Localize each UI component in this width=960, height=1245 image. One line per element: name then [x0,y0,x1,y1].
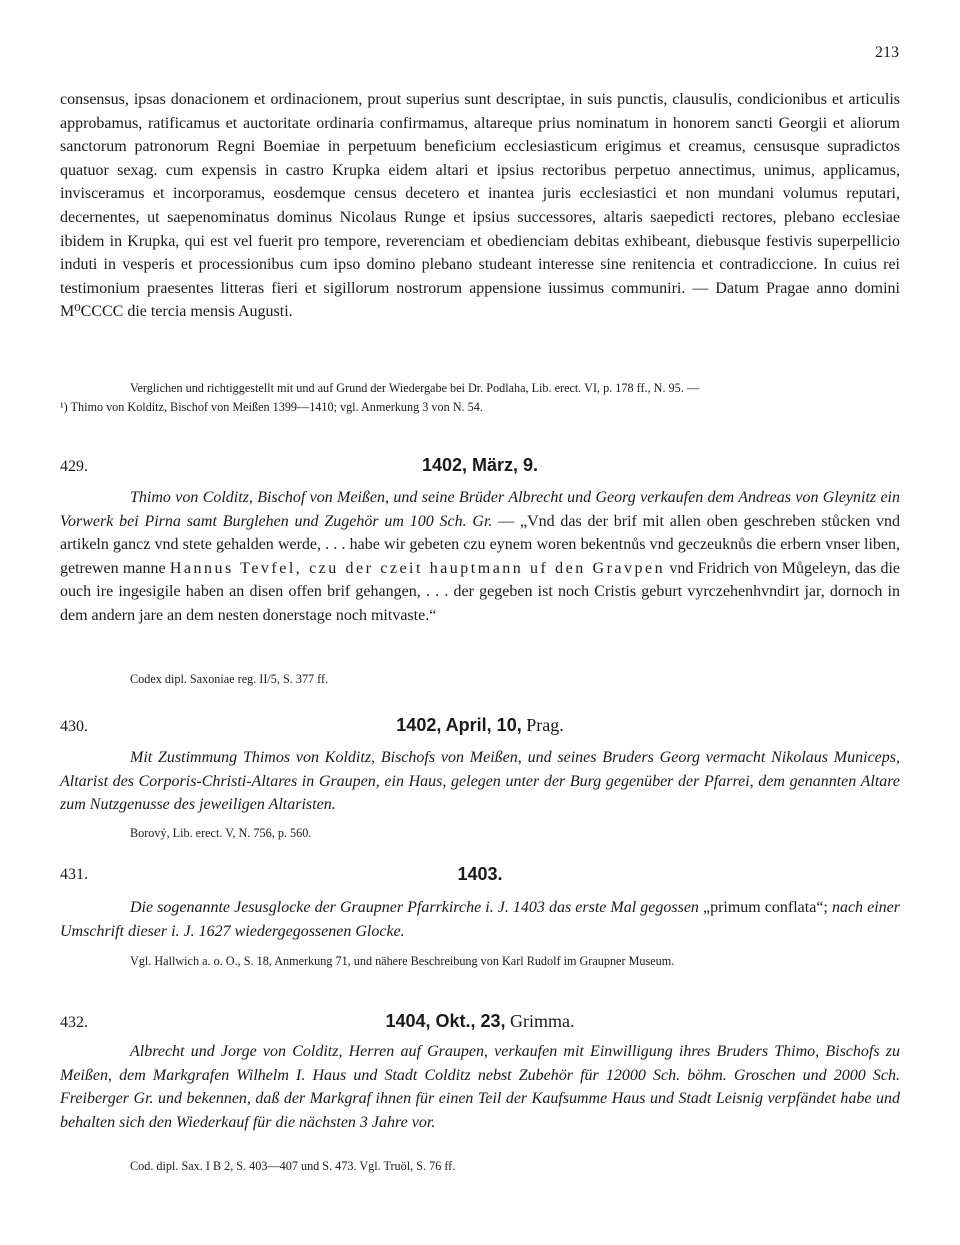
entry-number-431: 431. [60,866,88,883]
footnote: ¹) Thimo von Kolditz, Bischof von Meißen 1399—1410; vgl. Anmerkung 3 von N. 54. [60,400,483,414]
regest-432: Albrecht und Jorge von Colditz, Herren auf Graupen, verkaufen mit Einwilligung ihres Bruders Thimo, Bischofs zu Meißen, dem Markgrafen Wilhelm I. Haus und Stadt Colditz nebst Zubehör für 12000 Sch. böhm. Groschen und 2000 Sch. Freiberger Gr. und bekennen, daß der Markgraf ihnen für einen Teil der Kaufsumme Haus und Stadt Leisnig verpfändet habe und behalten sich den Wiederkauf für die nächsten 3 Jahre vor. [60,1043,900,1131]
quote-part-b: vnd Fridrich von Můgeleyn, das die ouch ire ingesigile haben an disen offen brif gehangen, . . . der gegeben ist noch Cristis geburt vyrczehenhvndirt jar, dornoch in dem andern jare an dem nesten donerstage noch mitvaste.“ [60,559,900,624]
entry-text-431 [60,896,900,943]
entry-date-430 [0,715,960,736]
quote-part-a: — „Vnd das der brif mit allen oben geschreben stůcken vnd artikeln gancz vnd stete gehalden werde, . . . habe wir gebeten czu eynem woren bekentnůs vnd geczeuknůs die erbern vnser liben, getrewen manne [60,512,900,577]
entry-number-430: 430. [60,718,88,735]
regest-430: Mit Zustimmung Thimos von Kolditz, Bischofs von Meißen, und seines Bruders Georg vermacht Nikolaus Municeps, Altarist des Corporis-Christi-Altares in Graupen, ein Haus, gelegen unter der Burg gegenüber der Pfarrei, dem genannten Altare zum Nutzgenusse des jeweiligen Altaristen. [60,749,900,814]
entry-place: Grimma. [510,1011,575,1031]
regest-431-quote: „primum conflata“; [698,899,832,916]
regest-431-a: Die sogenannte Jesusglocke der Graupner Pfarrkirche i. J. 1403 das erste Mal gegossen [130,899,699,916]
collation-note: Verglichen und richtiggestellt mit und auf Grund der Wiedergabe bei Dr. Podlaha, Lib. erect. VI, p. 178 ff., N. 95. — [130,381,700,395]
entry-date-432 [0,1011,960,1032]
entry-number-429: 429. [60,458,88,475]
entry-body-432 [60,1040,900,1134]
continuation-notes [60,379,900,417]
entry-number-432: 432. [60,1014,88,1031]
regest-429: Thimo von Colditz, Bischof von Meißen, und seine Brüder Albrecht und Georg verkaufen dem Andreas von Gleynitz ein Vorwerk bei Pirna samt Burglehen und Zugehör um 100 Sch. Gr. [60,489,900,530]
entry-date-text: 1404, Okt., 23, [385,1011,506,1031]
source-429: Codex dipl. Saxoniae reg. II/5, S. 377 ff. [130,672,329,686]
source-431: Vgl. Hallwich a. o. O., S. 18, Anmerkung 71, und nähere Beschreibung von Karl Rudolf im Graupner Museum. [130,954,675,968]
entry-body-431 [60,896,900,943]
source-432: Cod. dipl. Sax. I B 2, S. 403—407 und S. 473. Vgl. Truöl, S. 76 ff. [130,1159,456,1173]
quote-spaced: Hannus Tevfel, czu der czeit hauptmann uf den Gravpen [169,559,666,577]
entry-date-text: 1402, April, 10, [396,715,522,735]
source-430: Borový, Lib. erect. V, N. 756, p. 560. [130,826,312,840]
regest-431-b: nach einer Umschrift dieser i. J. 1627 wiedergegossenen Glocke. [60,899,900,940]
page-number: 213 [875,44,899,61]
continuation-text [60,88,900,324]
continuation-paragraph: consensus, ipsas donacionem et ordinacionem, prout superius sunt descriptae, in suis punctis, clausulis, condicionibus et articulis approbamus, ratificamus et auctoritate ordinaria confirmamus, altareque prius nominatum in honorem sancti Georgii et aliorum sanctorum patronorum Regni Boemiae in perpetuum beneficium ecclesiasticum erigimus et creamus, censusque supradictos quatuor sexag. cum expensis in castro Krupka eidem altari et ipsius rectoribus perpetuo annectimus, unimus, applicamus, invisceramus et incorporamus, eosdemque census decetero et inantea juris ecclesiastici et non mundani volumus reputari, decernentes, ut saepenominatus dominus Nicolaus Runge et ipsius successores, altaris saepedicti rectores, plebano ecclesiae ibidem in Krupka, qui est vel fuerit pro tempore, reverenciam et obedienciam debitas exhibeant, diebusque festivis superpellicio induti in vesperis et processionibus cum ipso domino plebano studeant interesse sine renitencia et contradiccione. In cuius rei testimonium praesentes litteras fieri et sigillorum nostrorum appensione iussimus communiri. — Datum Pragae anno domini M⁰CCCC die tercia mensis Augusti. [60,91,900,321]
entry-date-text: 1403. [457,864,503,884]
entry-date-429 [0,455,960,476]
entry-body-430 [60,746,900,817]
entry-date-431 [0,864,960,885]
entry-place: Prag. [526,715,564,735]
entry-body-429 [60,486,900,628]
entry-date-text: 1402, März, 9. [421,455,539,475]
entry-text-429 [60,486,900,628]
